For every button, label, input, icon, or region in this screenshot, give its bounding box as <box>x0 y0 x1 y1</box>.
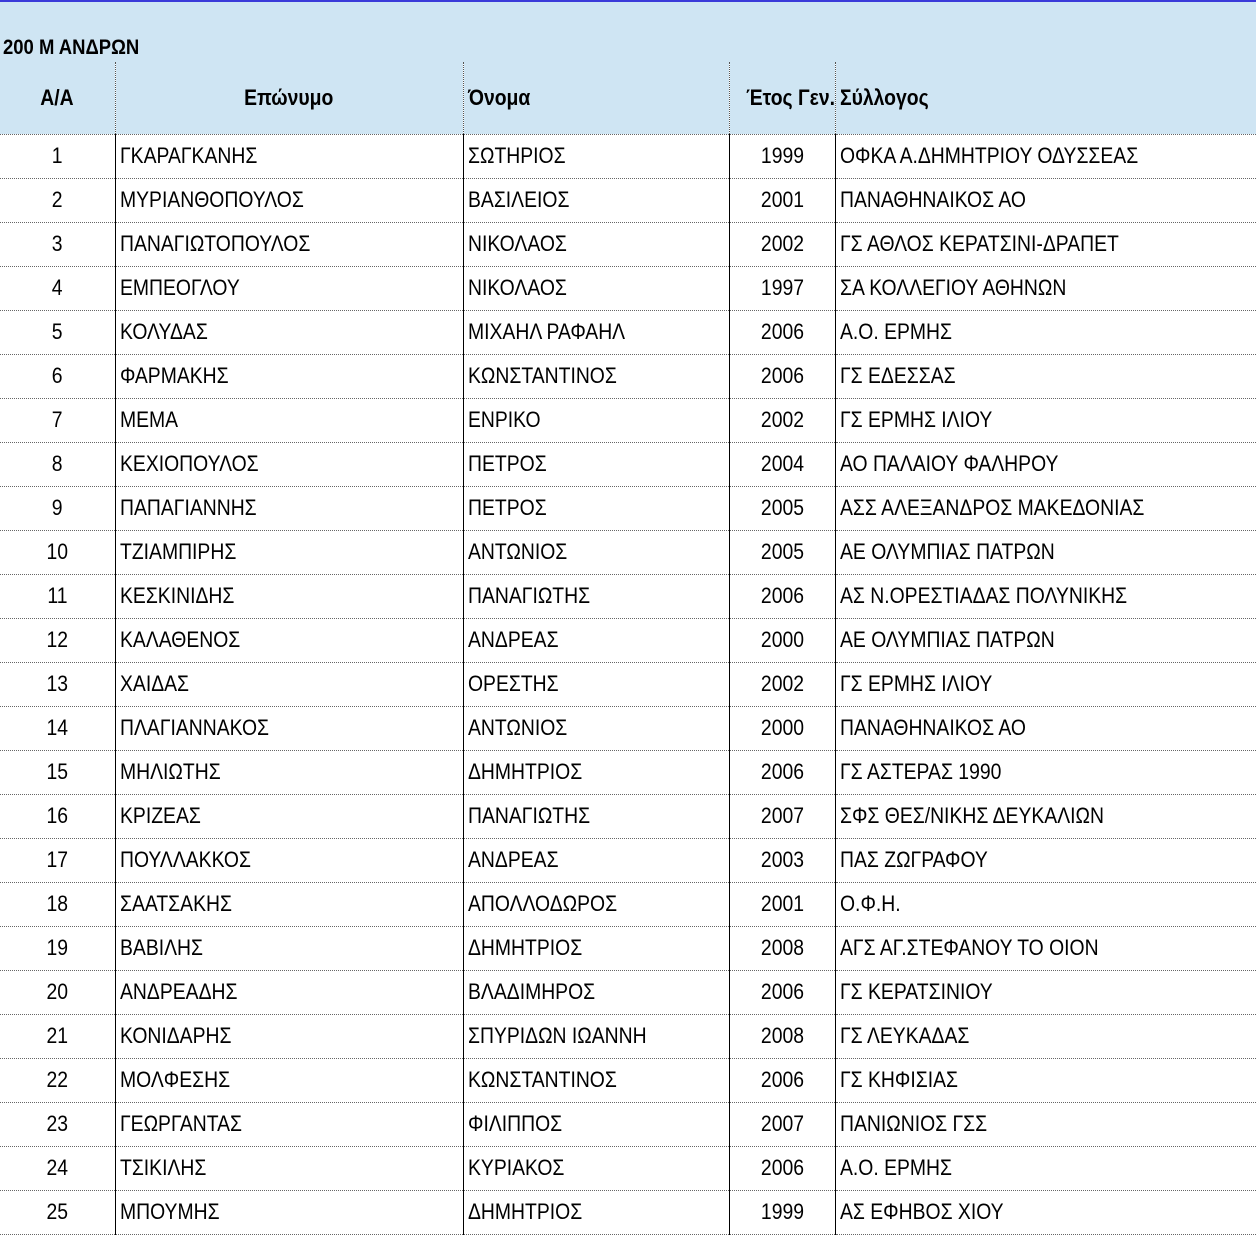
cell-surname[interactable]: ΜΠΟΥΜΗΣ <box>115 1190 463 1234</box>
cell-name[interactable]: ΦΙΛΙΠΠΟΣ <box>463 1102 729 1146</box>
cell-club[interactable]: ΓΣ ΛΕΥΚΑΔΑΣ <box>835 1014 1256 1058</box>
cell-surname[interactable]: ΧΑΙΔΑΣ <box>115 662 463 706</box>
cell-aa[interactable]: 12 <box>0 618 115 662</box>
table-row <box>0 134 1256 178</box>
cell-name[interactable]: ΑΝΔΡΕΑΣ <box>463 838 729 882</box>
cell-surname[interactable]: ΤΖΙΑΜΠΙΡΗΣ <box>115 530 463 574</box>
cell-club[interactable]: ΑΣ Ν.ΟΡΕΣΤΙΑΔΑΣ ΠΟΛΥΝΙΚΗΣ <box>835 574 1256 618</box>
cell-surname[interactable]: ΦΑΡΜΑΚΗΣ <box>115 354 463 398</box>
cell-name[interactable]: ΠΑΝΑΓΙΩΤΗΣ <box>463 574 729 618</box>
cell-year[interactable]: 2006 <box>729 1146 835 1190</box>
cell-name[interactable]: ΚΩΝΣΤΑΝΤΙΝΟΣ <box>463 1058 729 1102</box>
table-row <box>0 1146 1256 1190</box>
table-row <box>0 1102 1256 1146</box>
cell-aa[interactable]: 2 <box>0 178 115 222</box>
cell-surname[interactable]: ΒΑΒΙΛΗΣ <box>115 926 463 970</box>
cell-year[interactable]: 2006 <box>729 750 835 794</box>
cell-name[interactable]: ΣΠΥΡΙΔΩΝ ΙΩΑΝΝΗ <box>463 1014 729 1058</box>
cell-year[interactable]: 2000 <box>729 618 835 662</box>
cell-surname[interactable]: ΜΗΛΙΩΤΗΣ <box>115 750 463 794</box>
cell-aa[interactable]: 8 <box>0 442 115 486</box>
cell-name[interactable]: ΒΛΑΔΙΜΗΡΟΣ <box>463 970 729 1014</box>
cell-name[interactable]: ΝΙΚΟΛΑΟΣ <box>463 266 729 310</box>
table-row <box>0 266 1256 310</box>
cell-surname[interactable]: ΚΟΛΥΔΑΣ <box>115 310 463 354</box>
cell-club[interactable]: ΑΣ ΕΦΗΒΟΣ ΧΙΟΥ <box>835 1190 1256 1234</box>
cell-aa[interactable]: 1 <box>0 134 115 178</box>
cell-year[interactable]: 2006 <box>729 970 835 1014</box>
cell-year[interactable]: 2006 <box>729 574 835 618</box>
cell-name[interactable]: ΟΡΕΣΤΗΣ <box>463 662 729 706</box>
cell-name[interactable]: ΚΩΝΣΤΑΝΤΙΝΟΣ <box>463 354 729 398</box>
cell-name[interactable]: ΣΩΤΗΡΙΟΣ <box>463 134 729 178</box>
cell-surname[interactable]: ΜΟΛΦΕΣΗΣ <box>115 1058 463 1102</box>
table-row <box>0 442 1256 486</box>
cell-surname[interactable]: ΜΕΜΑ <box>115 398 463 442</box>
cell-surname[interactable]: ΚΕΣΚΙΝΙΔΗΣ <box>115 574 463 618</box>
cell-name[interactable]: ΠΕΤΡΟΣ <box>463 486 729 530</box>
table-row <box>0 530 1256 574</box>
cell-year[interactable]: 2002 <box>729 398 835 442</box>
cell-club[interactable]: ΓΣ ΑΣΤΕΡΑΣ 1990 <box>835 750 1256 794</box>
table-row <box>0 178 1256 222</box>
cell-aa[interactable]: 7 <box>0 398 115 442</box>
cell-club[interactable]: ΠΑΝΑΘΗΝΑΙΚΟΣ ΑΟ <box>835 706 1256 750</box>
cell-aa[interactable]: 23 <box>0 1102 115 1146</box>
cell-club[interactable]: ΠΑΝΙΩΝΙΟΣ ΓΣΣ <box>835 1102 1256 1146</box>
cell-year[interactable]: 2007 <box>729 1102 835 1146</box>
header-year[interactable]: Έτος Γεν. <box>729 62 835 134</box>
cell-club[interactable]: ΓΣ ΚΕΡΑΤΣΙΝΙΟΥ <box>835 970 1256 1014</box>
cell-aa[interactable]: 14 <box>0 706 115 750</box>
cell-name[interactable]: ΕΝΡΙΚΟ <box>463 398 729 442</box>
cell-name[interactable]: ΔΗΜΗΤΡΙΟΣ <box>463 926 729 970</box>
cell-surname[interactable]: ΓΚΑΡΑΓΚΑΝΗΣ <box>115 134 463 178</box>
cell-name[interactable]: ΚΥΡΙΑΚΟΣ <box>463 1146 729 1190</box>
cell-year[interactable]: 2006 <box>729 310 835 354</box>
cell-club[interactable]: ΓΣ ΕΡΜΗΣ ΙΛΙΟΥ <box>835 398 1256 442</box>
cell-aa[interactable]: 4 <box>0 266 115 310</box>
header-club[interactable]: Σύλλογος <box>835 62 1256 134</box>
table-row <box>0 926 1256 970</box>
cell-surname[interactable]: ΠΟΥΛΛΑΚΚΟΣ <box>115 838 463 882</box>
cell-year[interactable]: 2006 <box>729 1058 835 1102</box>
cell-year[interactable]: 2001 <box>729 882 835 926</box>
cell-club[interactable]: ΑΓΣ ΑΓ.ΣΤΕΦΑΝΟΥ ΤΟ ΟΙΟΝ <box>835 926 1256 970</box>
cell-year[interactable]: 1999 <box>729 1190 835 1234</box>
cell-aa[interactable]: 19 <box>0 926 115 970</box>
cell-surname[interactable]: ΠΑΝΑΓΙΩΤΟΠΟΥΛΟΣ <box>115 222 463 266</box>
cell-club[interactable]: ΣΦΣ ΘΕΣ/ΝΙΚΗΣ ΔΕΥΚΑΛΙΩΝ <box>835 794 1256 838</box>
cell-surname[interactable]: ΤΣΙΚΙΛΗΣ <box>115 1146 463 1190</box>
table-row <box>0 662 1256 706</box>
cell-aa[interactable]: 18 <box>0 882 115 926</box>
cell-name[interactable]: ΔΗΜΗΤΡΙΟΣ <box>463 750 729 794</box>
cell-club[interactable]: Α.Ο. ΕΡΜΗΣ <box>835 1146 1256 1190</box>
cell-surname[interactable]: ΠΑΠΑΓΙΑΝΝΗΣ <box>115 486 463 530</box>
header-name[interactable]: Όνομα <box>463 62 729 134</box>
table-row <box>0 838 1256 882</box>
cell-year[interactable]: 2007 <box>729 794 835 838</box>
cell-club[interactable]: Α.Ο. ΕΡΜΗΣ <box>835 310 1256 354</box>
cell-aa[interactable]: 24 <box>0 1146 115 1190</box>
cell-name[interactable]: ΔΗΜΗΤΡΙΟΣ <box>463 1190 729 1234</box>
table-row <box>0 618 1256 662</box>
cell-name[interactable]: ΑΠΟΛΛΟΔΩΡΟΣ <box>463 882 729 926</box>
table-row <box>0 310 1256 354</box>
cell-aa[interactable]: 9 <box>0 486 115 530</box>
cell-aa[interactable]: 10 <box>0 530 115 574</box>
table-row <box>0 574 1256 618</box>
cell-club[interactable]: ΓΣ ΑΘΛΟΣ ΚΕΡΑΤΣΙΝΙ-ΔΡΑΠΕΤ <box>835 222 1256 266</box>
cell-surname[interactable]: ΚΟΝΙΔΑΡΗΣ <box>115 1014 463 1058</box>
cell-aa[interactable]: 20 <box>0 970 115 1014</box>
cell-name[interactable]: ΒΑΣΙΛΕΙΟΣ <box>463 178 729 222</box>
cell-name[interactable]: ΝΙΚΟΛΑΟΣ <box>463 222 729 266</box>
cell-club[interactable]: ΣΑ ΚΟΛΛΕΓΙΟΥ ΑΘΗΝΩΝ <box>835 266 1256 310</box>
cell-year[interactable]: 2002 <box>729 662 835 706</box>
table-row <box>0 222 1256 266</box>
cell-year[interactable]: 2003 <box>729 838 835 882</box>
cell-surname[interactable]: ΑΝΔΡΕΑΔΗΣ <box>115 970 463 1014</box>
cell-name[interactable]: ΑΝΤΩΝΙΟΣ <box>463 530 729 574</box>
cell-year[interactable]: 2004 <box>729 442 835 486</box>
sheet-title: 200 Μ ΑΝΔΡΩΝ <box>3 36 140 59</box>
cell-club[interactable]: ΓΣ ΕΔΕΣΣΑΣ <box>835 354 1256 398</box>
cell-year[interactable]: 2006 <box>729 354 835 398</box>
table-row <box>0 1014 1256 1058</box>
cell-name[interactable]: ΑΝΤΩΝΙΟΣ <box>463 706 729 750</box>
cell-name[interactable]: ΜΙΧΑΗΛ ΡΑΦΑΗΛ <box>463 310 729 354</box>
cell-year[interactable]: 1997 <box>729 266 835 310</box>
header-surname[interactable]: Επώνυμο <box>115 62 463 134</box>
cell-surname[interactable]: ΚΑΛΑΘΕΝΟΣ <box>115 618 463 662</box>
cell-aa[interactable]: 25 <box>0 1190 115 1234</box>
table-row <box>0 794 1256 838</box>
table-row <box>0 882 1256 926</box>
table-row <box>0 750 1256 794</box>
cell-club[interactable]: ΑΕ ΟΛΥΜΠΙΑΣ ΠΑΤΡΩΝ <box>835 618 1256 662</box>
cell-name[interactable]: ΠΕΤΡΟΣ <box>463 442 729 486</box>
cell-name[interactable]: ΑΝΔΡΕΑΣ <box>463 618 729 662</box>
cell-surname[interactable]: ΜΥΡΙΑΝΘΟΠΟΥΛΟΣ <box>115 178 463 222</box>
cell-aa[interactable]: 22 <box>0 1058 115 1102</box>
cell-year[interactable]: 2008 <box>729 1014 835 1058</box>
cell-aa[interactable]: 15 <box>0 750 115 794</box>
cell-club[interactable]: ΓΣ ΚΗΦΙΣΙΑΣ <box>835 1058 1256 1102</box>
table-row <box>0 354 1256 398</box>
cell-aa[interactable]: 21 <box>0 1014 115 1058</box>
cell-year[interactable]: 2002 <box>729 222 835 266</box>
cell-aa[interactable]: 13 <box>0 662 115 706</box>
cell-club[interactable]: ΑΣΣ ΑΛΕΞΑΝΔΡΟΣ ΜΑΚΕΔΟΝΙΑΣ <box>835 486 1256 530</box>
cell-aa[interactable]: 16 <box>0 794 115 838</box>
table-row <box>0 970 1256 1014</box>
table-row <box>0 486 1256 530</box>
cell-year[interactable]: 2008 <box>729 926 835 970</box>
cell-club[interactable]: ΠΑΣ ΖΩΓΡΑΦΟΥ <box>835 838 1256 882</box>
header-row <box>0 62 1256 134</box>
cell-year[interactable]: 2005 <box>729 486 835 530</box>
cell-surname[interactable]: ΓΕΩΡΓΑΝΤΑΣ <box>115 1102 463 1146</box>
cell-surname[interactable]: ΕΜΠΕΟΓΛΟΥ <box>115 266 463 310</box>
cell-surname[interactable]: ΚΡΙΖΕΑΣ <box>115 794 463 838</box>
cell-aa[interactable]: 5 <box>0 310 115 354</box>
cell-club[interactable]: ΑΟ ΠΑΛΑΙΟΥ ΦΑΛΗΡΟΥ <box>835 442 1256 486</box>
header-aa[interactable]: Α/Α <box>0 62 115 134</box>
cell-year[interactable]: 2000 <box>729 706 835 750</box>
cell-aa[interactable]: 17 <box>0 838 115 882</box>
cell-year[interactable]: 2001 <box>729 178 835 222</box>
results-table <box>0 62 1256 1235</box>
table-row <box>0 1190 1256 1234</box>
title-band <box>0 0 1256 62</box>
cell-aa[interactable]: 6 <box>0 354 115 398</box>
cell-year[interactable]: 2005 <box>729 530 835 574</box>
cell-club[interactable]: ΓΣ ΕΡΜΗΣ ΙΛΙΟΥ <box>835 662 1256 706</box>
cell-surname[interactable]: ΠΛΑΓΙΑΝΝΑΚΟΣ <box>115 706 463 750</box>
cell-aa[interactable]: 11 <box>0 574 115 618</box>
cell-surname[interactable]: ΚΕΧΙΟΠΟΥΛΟΣ <box>115 442 463 486</box>
cell-club[interactable]: ΟΦΚΑ Α.ΔΗΜΗΤΡΙΟΥ ΟΔΥΣΣΕΑΣ <box>835 134 1256 178</box>
cell-year[interactable]: 1999 <box>729 134 835 178</box>
cell-name[interactable]: ΠΑΝΑΓΙΩΤΗΣ <box>463 794 729 838</box>
table-row <box>0 398 1256 442</box>
table-row <box>0 1058 1256 1102</box>
cell-club[interactable]: ΠΑΝΑΘΗΝΑΙΚΟΣ ΑΟ <box>835 178 1256 222</box>
cell-surname[interactable]: ΣΑΑΤΣΑΚΗΣ <box>115 882 463 926</box>
table-row <box>0 706 1256 750</box>
cell-club[interactable]: ΑΕ ΟΛΥΜΠΙΑΣ ΠΑΤΡΩΝ <box>835 530 1256 574</box>
cell-club[interactable]: Ο.Φ.Η. <box>835 882 1256 926</box>
cell-aa[interactable]: 3 <box>0 222 115 266</box>
